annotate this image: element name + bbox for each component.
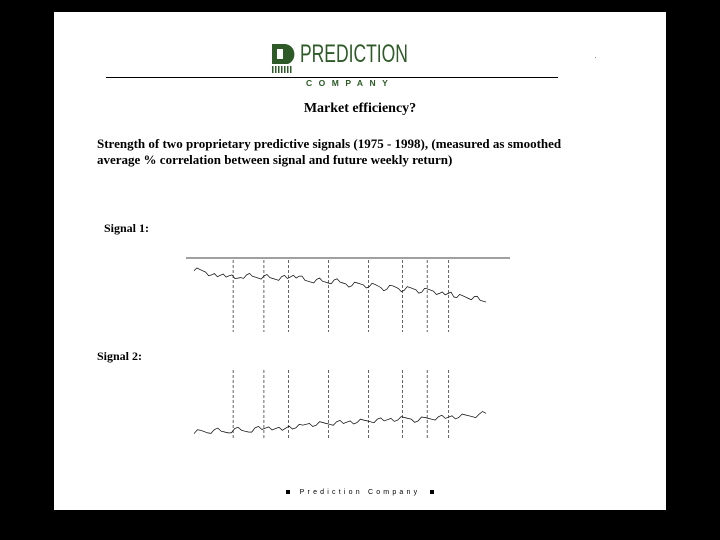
company-logo [270,40,450,90]
signal1-chart [172,250,512,354]
footer-text: Prediction Company [299,489,421,496]
footer [54,489,666,496]
series-line [194,268,486,302]
slide [54,12,666,510]
footer-bullet-icon [286,490,290,494]
signal2-label: Signal 2: [97,349,143,363]
logo-subtitle: COMPANY [306,78,395,88]
prediction-logo-icon [270,42,300,74]
signal2-chart [172,364,512,460]
slide-title: Market efficiency? [303,101,417,116]
signal1-label: Signal 1: [104,221,150,235]
slide-description: Strength of two proprietary predictive signals (1975 - 1998), (measured as smoothed average % correlation between signal and future weekly return) [97,136,562,167]
stray-dot [595,57,596,58]
series-line [194,412,486,434]
header-rule [106,77,558,78]
logo-wordmark: PREDICTION [300,40,408,68]
footer-bullet-icon [430,490,434,494]
